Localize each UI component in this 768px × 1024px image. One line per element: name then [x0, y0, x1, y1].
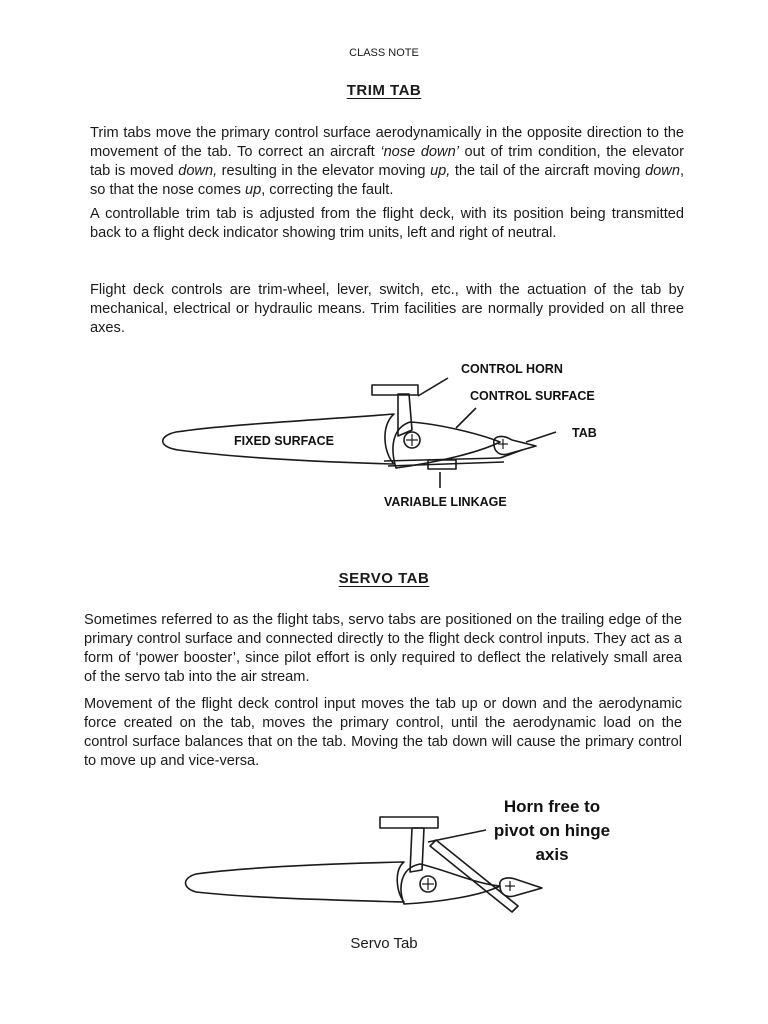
horn-note-line-3: axis [535, 845, 569, 864]
servo-tab-shape [500, 878, 542, 897]
fixed-surface-shape [186, 862, 405, 902]
servo-tab-title: SERVO TAB [338, 570, 430, 587]
control-horn-label: CONTROL HORN [461, 362, 563, 376]
tab-label: TAB [572, 426, 597, 440]
control-surface-shape [401, 864, 500, 904]
text-run: resulting in the elevator moving [217, 163, 431, 179]
horn-note-line-2: pivot on hinge [493, 821, 611, 840]
trim-tab-paragraph-3: Flight deck controls are trim-wheel, lever, switch, etc., with the actuation of the tab by mechanical, electrical or hydraulic means. Trim facilities are normally provided on all three axes. [90, 282, 684, 336]
text-run: , so that the nose comes [90, 163, 685, 198]
text-run: Trim tabs move the primary control surface aerodynamically in the opposite direction to the movement of the tab. To correct an aircraft [90, 125, 684, 160]
emphasis-up: up [244, 182, 262, 198]
text-run: out of trim condition, the elevator tab is moved [90, 144, 685, 179]
trim-tab-paragraph-2: A controllable trim tab is adjusted from the flight deck, with its position being transmitted back to a flight deck indicator showing trim units, left and right of neutral. [90, 206, 684, 241]
servo-tab-paragraph-1: Sometimes referred to as the flight tabs, servo tabs are positioned on the trailing edge of the primary control surface and connected directly to the flight deck control inputs. They act as a form of ‘power booster’, since pilot effort is only required to deflect the relatively small area of the servo tab into the air stream. [84, 612, 682, 685]
class-note-header: CLASS NOTE [349, 47, 419, 59]
emphasis-down: down, [178, 163, 218, 179]
fixed-surface-label: FIXED SURFACE [234, 434, 335, 448]
horn-plate [380, 817, 438, 828]
emphasis-down: down [645, 163, 680, 179]
servo-tab-caption: Servo Tab [350, 935, 418, 952]
emphasis-up: up, [430, 163, 451, 179]
emphasis-nose-down: ‘nose down’ [380, 144, 459, 160]
text-run: , correcting the fault. [261, 182, 394, 198]
control-surface-label: CONTROL SURFACE [470, 389, 595, 403]
variable-linkage-label: VARIABLE LINKAGE [384, 495, 507, 509]
pivot-arm-shape [430, 840, 518, 912]
trim-tab-title: TRIM TAB [346, 82, 422, 99]
horn-note-line-1: Horn free to [503, 797, 601, 816]
text-run: the tail of the aircraft moving [450, 163, 646, 179]
servo-tab-paragraph-2: Movement of the flight deck control input moves the tab up or down and the aerodynamic force created on the tab, moves the primary control, until the aerodynamic load on the control surface balances that on the tab. Moving the tab down will cause the primary control to move up and vice-versa. [84, 696, 682, 769]
